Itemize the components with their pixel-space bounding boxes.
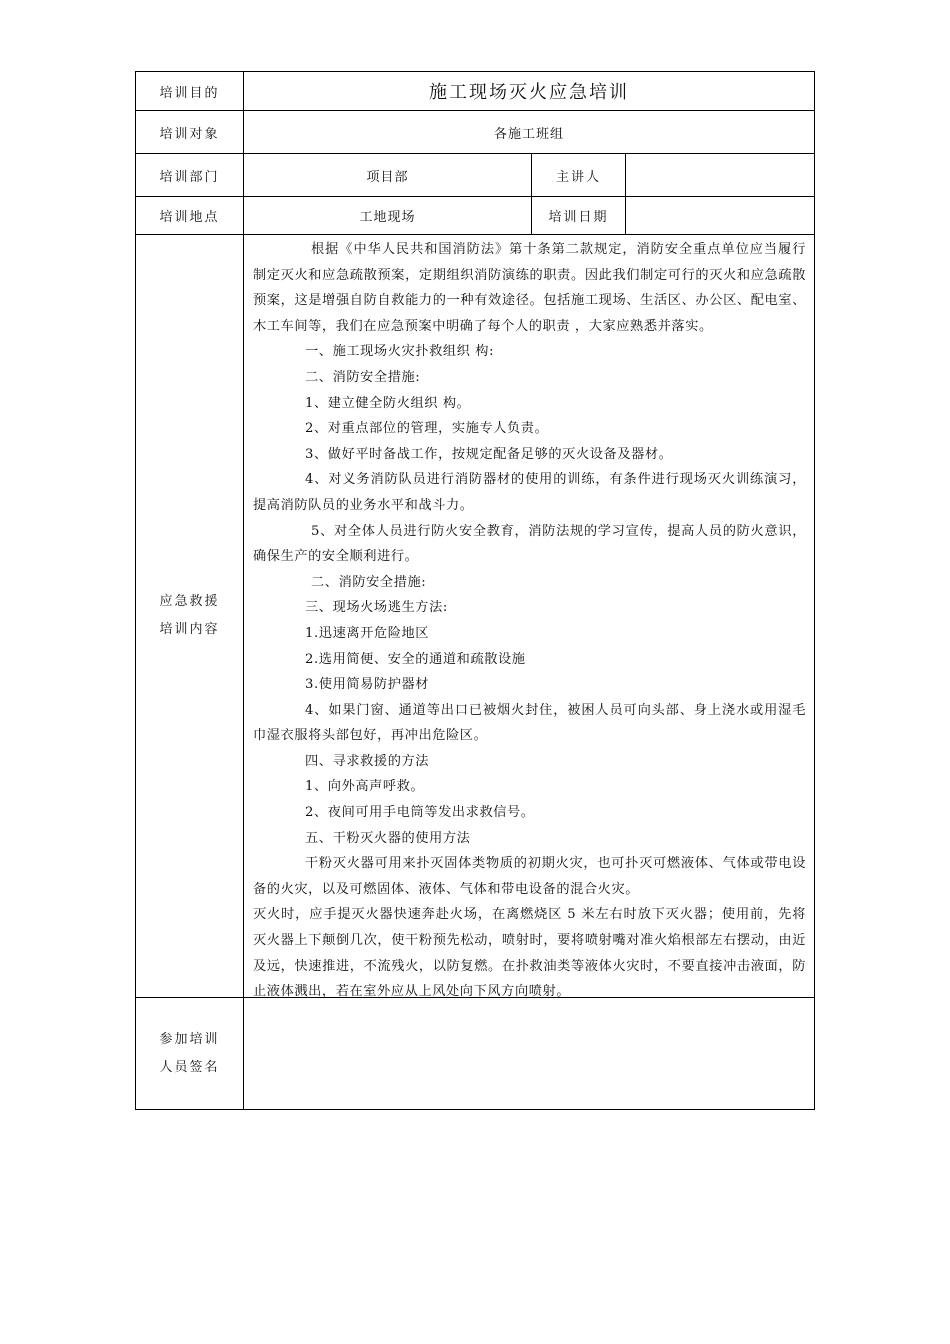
heading-escape: 三、现场火场逃生方法: — [305, 600, 448, 616]
list-item: 2、对重点部位的管理，实施专人负责。 — [305, 421, 549, 437]
heading-rescue: 四、寻求救援的方法 — [305, 753, 430, 769]
date-label: 培训日期 — [548, 210, 609, 225]
target-value: 各施工班组 — [493, 126, 564, 142]
location-value: 工地现场 — [359, 210, 416, 225]
training-form — [135, 71, 815, 1110]
signature-label — [136, 998, 243, 1109]
list-item: 1、建立健全防火组织 构。 — [305, 395, 471, 411]
speaker-label: 主讲人 — [555, 169, 601, 185]
department-label: 培训部门 — [159, 169, 220, 185]
signature-label-line1: 参加培训 — [159, 1031, 220, 1047]
training-title: 施工现场灭火应急培训 — [429, 82, 629, 103]
purpose-label: 培训目的 — [159, 85, 220, 101]
list-item: 3.使用简易防护器材 — [305, 677, 430, 693]
heading-extinguisher: 五、干粉灭火器的使用方法 — [305, 830, 471, 846]
list-item: 4、如果门窗、通道等出口已被烟火封住，被困人员可向头部、身上浇水或用湿毛巾湿衣服将头部包好，再冲出危险区。 — [253, 702, 806, 744]
speaker-field[interactable] — [626, 154, 814, 196]
date-field[interactable] — [626, 197, 814, 234]
content-label — [136, 235, 243, 997]
heading-org: 一、施工现场火灾扑救组织 构: — [305, 344, 495, 360]
paragraph-intro: 根据《中华人民共和国消防法》第十条第二款规定，消防安全重点单位应当履行制定灭火和应急疏散预案，定期组织消防演练的职责。因此我们制定可行的灭火和应急疏散预案，这是增强自防自救能力的一种有效途径。包括施工现场、生活区、办公区、配电室、木工车间等，我们在应急预案中明确了每个人的职责 ，大家应熟悉并落实。 — [253, 242, 806, 334]
list-item: 1、向外高声呼救。 — [305, 779, 425, 795]
list-item: 2.选用简便、安全的通道和疏散设施 — [305, 651, 526, 667]
list-item: 4、对义务消防队员进行消防器材的使用的训练，有条件进行现场灭火训练演习，提高消防队员的业务水平和战斗力。 — [253, 472, 806, 513]
paragraph-extinguisher: 干粉灭火器可用来扑灭固体类物质的初期火灾，也可扑灭可燃液体、气体或带电设备的火灾，以及可燃固体、液体、气体和带电设备的混合火灾。 — [253, 856, 806, 897]
heading-measures-2: 二、消防安全措施: — [311, 574, 427, 590]
heading-measures: 二、消防安全措施: — [305, 369, 421, 385]
department-value: 项目部 — [366, 169, 409, 185]
paragraph-usage: 灭火时，应手提灭火器快速奔赴火场，在离燃烧区 5 米左右时放下灭火器；使用前，先将灭火器上下颠倒几次，使干粉预先松动，喷射时，要将喷射嘴对准火焰根部左右摆动，由近及远，快速推进，不流残火，以防复燃。在扑救油类等液体火灾时，不要直接冲击液面，防止液体溅出，若在室外应从上风处向下风方向喷射。 — [253, 907, 806, 1000]
location-label: 培训地点 — [159, 210, 220, 225]
target-label: 培训对象 — [159, 126, 220, 142]
content-label-line1: 应急救援 — [159, 594, 220, 609]
training-content — [253, 235, 806, 1005]
signature-label-line2: 人员签名 — [159, 1059, 220, 1075]
content-label-line2: 培训内容 — [159, 622, 220, 637]
list-item: 5、对全体人员进行防火安全教育，消防法规的学习宣传，提高人员的防火意识，确保生产的安全顺利进行。 — [253, 523, 806, 565]
list-item: 1.迅速离开危险地区 — [305, 625, 430, 641]
signature-field[interactable] — [244, 998, 814, 1109]
list-item: 3、做好平时备战工作，按规定配备足够的灭火设备及器材。 — [305, 446, 673, 462]
list-item: 2、夜间可用手电筒等发出求救信号。 — [305, 805, 535, 821]
